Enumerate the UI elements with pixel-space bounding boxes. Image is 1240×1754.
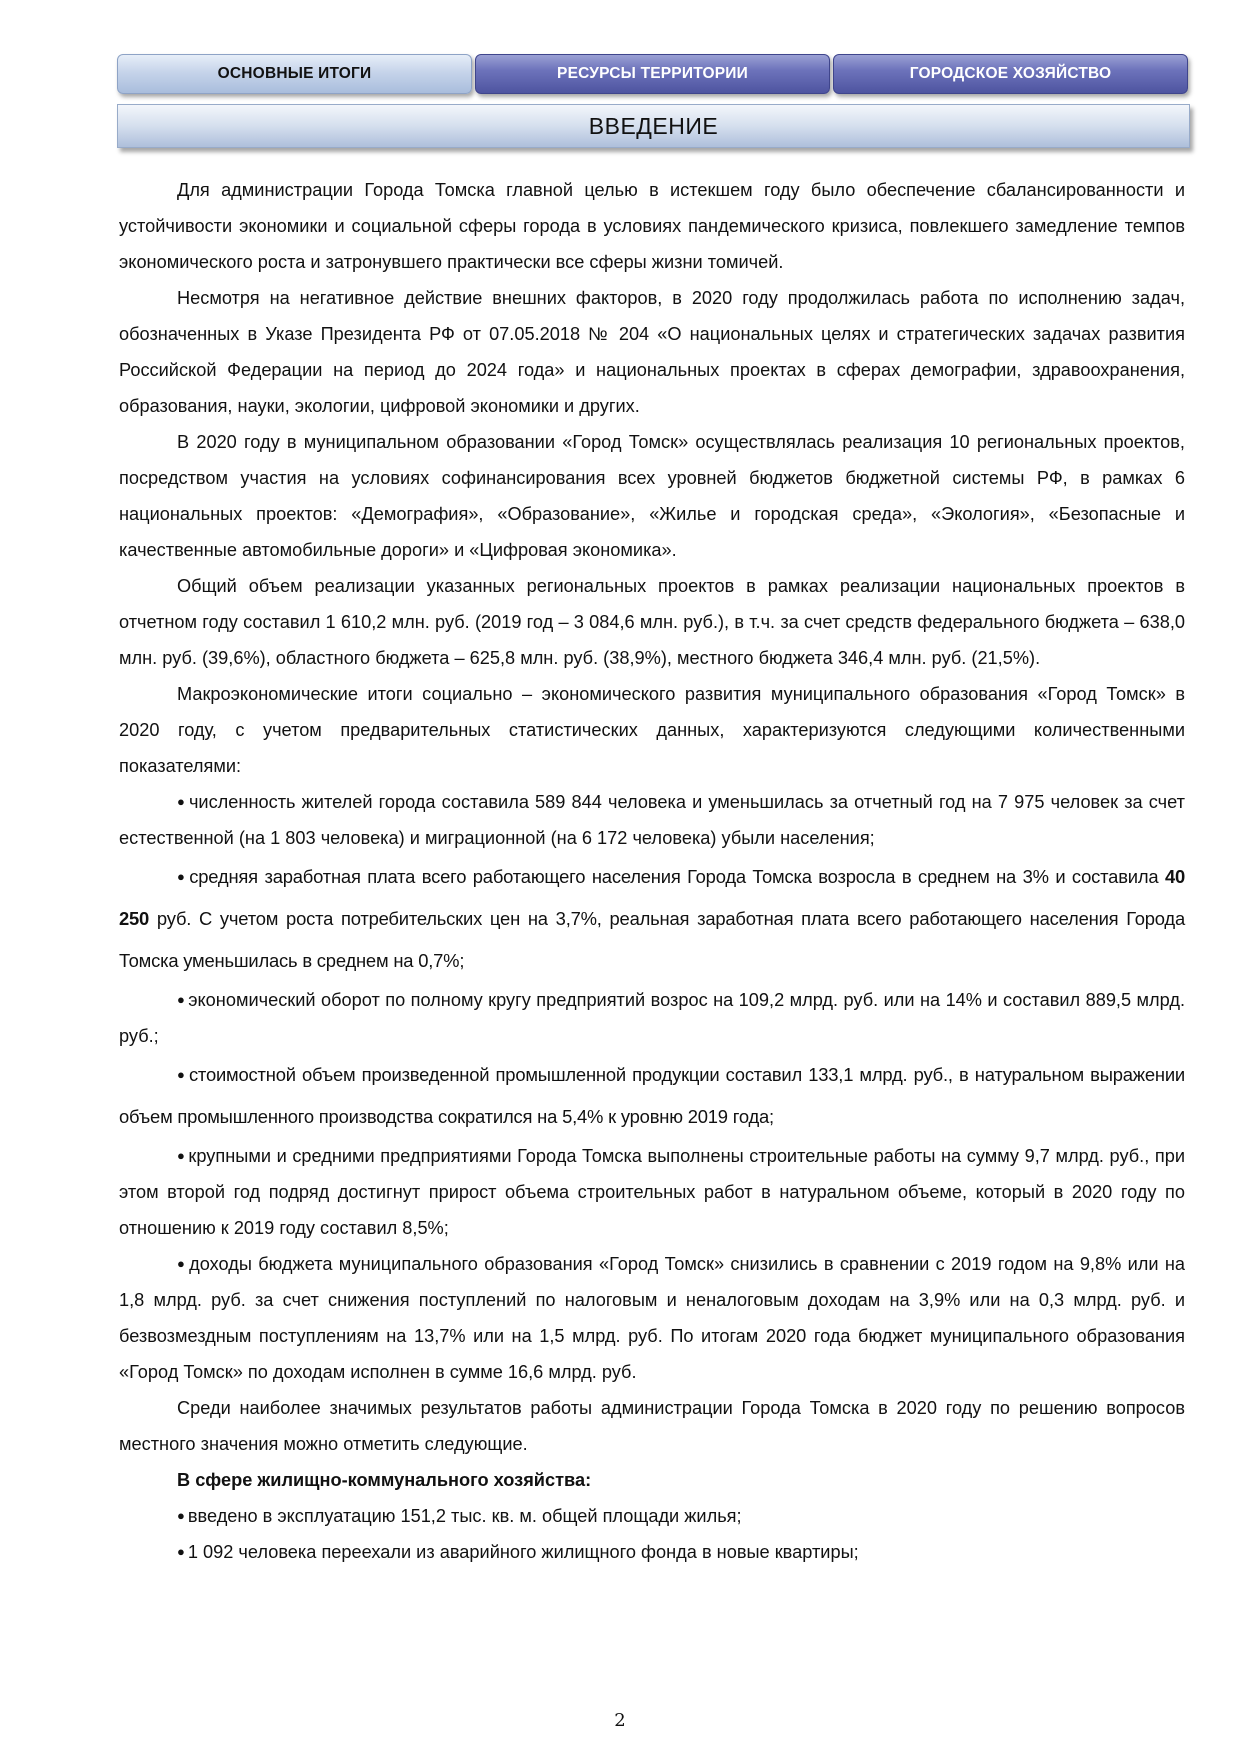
document-body [119, 172, 1185, 1570]
paragraph: Общий объем реализации указанных региональных проектов в рамках реализации национальных проектов в отчетном году составил 1 610,2 млн. руб. (2019 год – 3 084,6 млн. руб.), в т.ч. за счет средств федерального бюджета – 638,0 млн. руб. (39,6%), областного бюджета – 625,8 млн. руб. (38,9%), местного бюджета 346,4 млн. руб. (21,5%). [119, 576, 1185, 668]
bullet-icon: ● [177, 1148, 186, 1163]
bullet-icon: ● [177, 1508, 185, 1523]
paragraph: Макроэкономические итоги социально – экономического развития муниципального образования «Город Томск» в 2020 году, с учетом предварительных статистических данных, характеризуются следующими количественными показателями: [119, 684, 1185, 776]
section-heading-housing: В сфере жилищно-коммунального хозяйства: [177, 1470, 592, 1490]
tab-city-economy[interactable]: ГОРОДСКОЕ ХОЗЯЙСТВО [833, 54, 1188, 94]
bullet-item [119, 784, 1185, 856]
page-number: 2 [614, 1710, 626, 1731]
bullet-text: экономический оборот по полному кругу предприятий возрос на 109,2 млрд. руб. или на 14% и составил 889,5 млрд. руб.; [119, 990, 1186, 1046]
bullet-text: доходы бюджета муниципального образования «Город Томск» снизились в сравнении с 2019 годом на 9,8% или на 1,8 млрд. руб. за счет снижения поступлений по налоговым и неналоговым доходам на 3,9% или на 0,3 млрд. руб. и безвозмездным поступлениям на 13,7% или на 1,5 млрд. руб. По итогам 2020 года бюджет муниципального образования «Город Томск» по доходам исполнен в сумме 16,6 млрд. руб. [119, 1254, 1185, 1382]
bullet-item [119, 1138, 1185, 1246]
top-tab-bar [117, 54, 1188, 94]
bullet-text: руб. С учетом роста потребительских цен на 3,7%, реальная заработная плата всего работающего населения Города Томска уменьшилась в среднем на 0,7%; [119, 908, 1185, 971]
bullet-text: средняя заработная плата всего работающего населения Города Томска возросла в среднем на 3% и составила [189, 866, 1165, 887]
bullet-icon: ● [177, 1067, 186, 1082]
bullet-icon: ● [177, 1544, 185, 1559]
tab-main-results[interactable]: ОСНОВНЫЕ ИТОГИ [117, 54, 472, 94]
bullet-icon: ● [177, 1256, 187, 1271]
bullet-icon: ● [177, 794, 186, 809]
section-title: ВВЕДЕНИЕ [117, 104, 1190, 148]
paragraph: В 2020 году в муниципальном образовании «Город Томск» осуществлялась реализация 10 региональных проектов, посредством участия на условиях софинансирования всех уровней бюджетов бюджетной системы РФ, в рамках 6 национальных проектов: «Демография», «Образование», «Жилье и городская среда», «Экология», «Безопасные и качественные автомобильные дороги» и «Цифровая экономика». [119, 432, 1185, 560]
bullet-item [119, 1498, 1185, 1534]
salary-value: 40 250 [119, 866, 1185, 929]
tab-territory-resources[interactable]: РЕСУРСЫ ТЕРРИТОРИИ [475, 54, 830, 94]
bullet-item [119, 1534, 1185, 1570]
bullet-item [119, 856, 1185, 982]
paragraph: Для администрации Города Томска главной целью в истекшем году было обеспечение сбалансированности и устойчивости экономики и социальной сферы города в условиях пандемического кризиса, повлекшего замедление темпов экономического роста и затронувшего практически все сферы жизни томичей. [119, 180, 1185, 272]
bullet-text: крупными и средними предприятиями Города Томска выполнены строительные работы на сумму 9,7 млрд. руб., при этом второй год подряд достигнут прирост объема строительных работ в натуральном объеме, который в 2020 году по отношению к 2019 году составил 8,5%; [119, 1146, 1185, 1238]
paragraph: Несмотря на негативное действие внешних факторов, в 2020 году продолжилась работа по исполнению задач, обозначенных в Указе Президента РФ от 07.05.2018 № 204 «О национальных целях и стратегических задачах развития Российской Федерации на период до 2024 года» и национальных проектах в сферах демографии, здравоохранения, образования, науки, экологии, цифровой экономики и других. [119, 288, 1185, 416]
bullet-item [119, 1054, 1185, 1138]
bullet-text: введено в эксплуатацию 151,2 тыс. кв. м. общей площади жилья; [187, 1506, 742, 1526]
bullet-text: 1 092 человека переехали из аварийного жилищного фонда в новые квартиры; [187, 1542, 859, 1562]
bullet-icon: ● [177, 992, 186, 1007]
bullet-item [119, 1246, 1185, 1390]
bullet-text: стоимостной объем произведенной промышленной продукции составил 133,1 млрд. руб., в натуральном выражении объем промышленного производства сократился на 5,4% к уровню 2019 года; [119, 1064, 1185, 1127]
bullet-item [119, 982, 1185, 1054]
bullet-icon: ● [177, 869, 187, 884]
paragraph: Среди наиболее значимых результатов работы администрации Города Томска в 2020 году по решению вопросов местного значения можно отметить следующие. [119, 1398, 1185, 1454]
bullet-text: численность жителей города составила 589 844 человека и уменьшилась за отчетный год на 7 975 человек за счет естественной (на 1 803 человека) и миграционной (на 6 172 человека) убыли населения; [119, 792, 1186, 848]
